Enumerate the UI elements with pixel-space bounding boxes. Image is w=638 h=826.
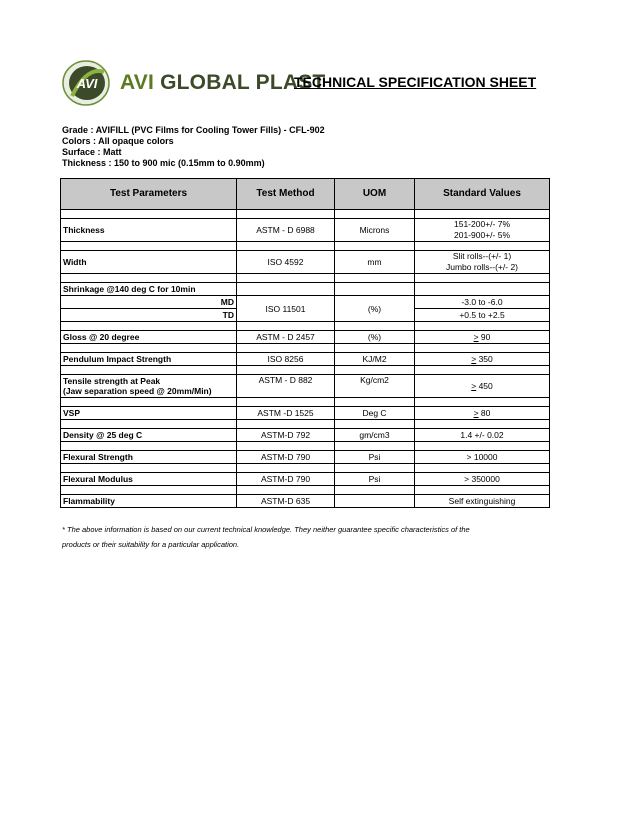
uom-cell: KJ/M2: [335, 353, 415, 366]
logo-rest: GLOBAL PLAST: [160, 71, 326, 94]
uom-cell: (%): [335, 331, 415, 344]
logo-mark-text: AVI: [76, 76, 98, 91]
param-cell: [61, 375, 237, 398]
value-text: 450: [476, 381, 493, 391]
value-cell: [415, 219, 550, 242]
document-title: TECHNICAL SPECIFICATION SHEET: [294, 74, 537, 90]
uom-cell: (%): [335, 296, 415, 322]
table-row-width: [61, 251, 550, 274]
uom-cell: gm/cm3: [335, 429, 415, 442]
spacer-row: [61, 344, 550, 353]
value-cell: [415, 353, 550, 366]
value-cell: Self extinguishing: [415, 495, 550, 508]
spacer-row: [61, 210, 550, 219]
spacer-row: [61, 486, 550, 495]
param-cell: Flexural Modulus: [61, 473, 237, 486]
value-line: 151-200+/- 7%: [454, 219, 510, 229]
param-cell: Width: [61, 251, 237, 274]
value-cell: 1.4 +/- 0.02: [415, 429, 550, 442]
td-label: TD: [61, 309, 237, 322]
header-test-method: Test Method: [237, 179, 335, 210]
param-cell: Shrinkage @140 deg C for 10min: [61, 283, 237, 296]
spacer-row: [61, 366, 550, 375]
value-cell: [415, 331, 550, 344]
spacer-row: [61, 398, 550, 407]
param-cell: Pendulum Impact Strength: [61, 353, 237, 366]
param-cell: Thickness: [61, 219, 237, 242]
spacer-row: [61, 442, 550, 451]
method-cell: ASTM-D 790: [237, 451, 335, 464]
min-symbol: >: [473, 332, 479, 342]
uom-cell: Kg/cm2: [335, 375, 415, 398]
param-cell: Density @ 25 deg C: [61, 429, 237, 442]
company-logo: [62, 58, 326, 108]
colors-line: Colors : All opaque colors: [62, 136, 174, 146]
spacer-row: [61, 242, 550, 251]
uom-cell: [335, 495, 415, 508]
param-cell: Gloss @ 20 degree: [61, 331, 237, 344]
method-cell: ASTM -D 1525: [237, 407, 335, 420]
uom-cell: Deg C: [335, 407, 415, 420]
method-cell: ASTM-D 792: [237, 429, 335, 442]
note-line: * The above information is based on our current technical knowledge. They neither guarantee specific characteristics of the: [62, 525, 470, 534]
uom-cell: mm: [335, 251, 415, 274]
product-info: [62, 125, 325, 169]
param-line: Tensile strength at Peak: [63, 376, 161, 386]
value-cell: +0.5 to +2.5: [415, 309, 550, 322]
param-cell: Flexural Strength: [61, 451, 237, 464]
spacer-row: [61, 464, 550, 473]
spacer-row: [61, 322, 550, 331]
header-test-parameters: Test Parameters: [61, 179, 237, 210]
value-line: Slit rolls--(+/- 1): [452, 251, 512, 261]
value-cell: > 10000: [415, 451, 550, 464]
min-symbol: >: [473, 408, 479, 418]
table-row-thickness: [61, 219, 550, 242]
method-cell: ASTM - D 2457: [237, 331, 335, 344]
spacer-row: [61, 420, 550, 429]
param-line: (Jaw separation speed @ 20mm/Min): [63, 386, 212, 396]
table-row-flammability: [61, 495, 550, 508]
table-row-flexural-strength: [61, 451, 550, 464]
param-cell: Flammability: [61, 495, 237, 508]
logo-brand: AVI: [120, 71, 155, 94]
table-row-shrinkage: [61, 283, 550, 296]
value-line: 201-900+/- 5%: [454, 230, 510, 240]
uom-cell: Psi: [335, 473, 415, 486]
table-row-pendulum: [61, 353, 550, 366]
md-label: MD: [61, 296, 237, 309]
note-line: products or their suitability for a particular application.: [62, 540, 240, 549]
value-cell: [415, 251, 550, 274]
value-text: 90: [478, 332, 491, 342]
table-row-gloss: [61, 331, 550, 344]
table-row-shrinkage-md: [61, 296, 550, 309]
value-cell: -3.0 to -6.0: [415, 296, 550, 309]
uom-cell: Microns: [335, 219, 415, 242]
min-symbol: >: [471, 354, 477, 364]
param-cell: VSP: [61, 407, 237, 420]
table-row-vsp: [61, 407, 550, 420]
specification-table: [60, 178, 550, 508]
table-row-density: [61, 429, 550, 442]
header-uom: UOM: [335, 179, 415, 210]
header-standard-values: Standard Values: [415, 179, 550, 210]
uom-cell: Psi: [335, 451, 415, 464]
min-symbol: >: [471, 381, 477, 391]
value-cell: [415, 407, 550, 420]
spacer-row: [61, 274, 550, 283]
method-cell: ISO 8256: [237, 353, 335, 366]
method-cell: ASTM-D 635: [237, 495, 335, 508]
thickness-line: Thickness : 150 to 900 mic (0.15mm to 0.90mm): [62, 158, 265, 168]
disclaimer-note: [62, 522, 512, 552]
value-cell: > 350000: [415, 473, 550, 486]
avi-logo-icon: [62, 58, 112, 108]
grade-line: Grade : AVIFILL (PVC Films for Cooling Tower Fills) - CFL-902: [62, 125, 325, 135]
value-text: 80: [478, 408, 491, 418]
method-cell: ASTM-D 790: [237, 473, 335, 486]
value-line: Jumbo rolls--(+/- 2): [445, 262, 519, 272]
value-text: 350: [476, 354, 493, 364]
table-header-row: [61, 179, 550, 210]
table-row-tensile: [61, 375, 550, 398]
table-row-flexural-modulus: [61, 473, 550, 486]
value-cell: [415, 375, 550, 398]
method-cell: ISO 11501: [237, 296, 335, 322]
method-cell: ASTM - D 882: [237, 375, 335, 398]
method-cell: ISO 4592: [237, 251, 335, 274]
surface-line: Surface : Matt: [62, 147, 122, 157]
method-cell: ASTM - D 6988: [237, 219, 335, 242]
